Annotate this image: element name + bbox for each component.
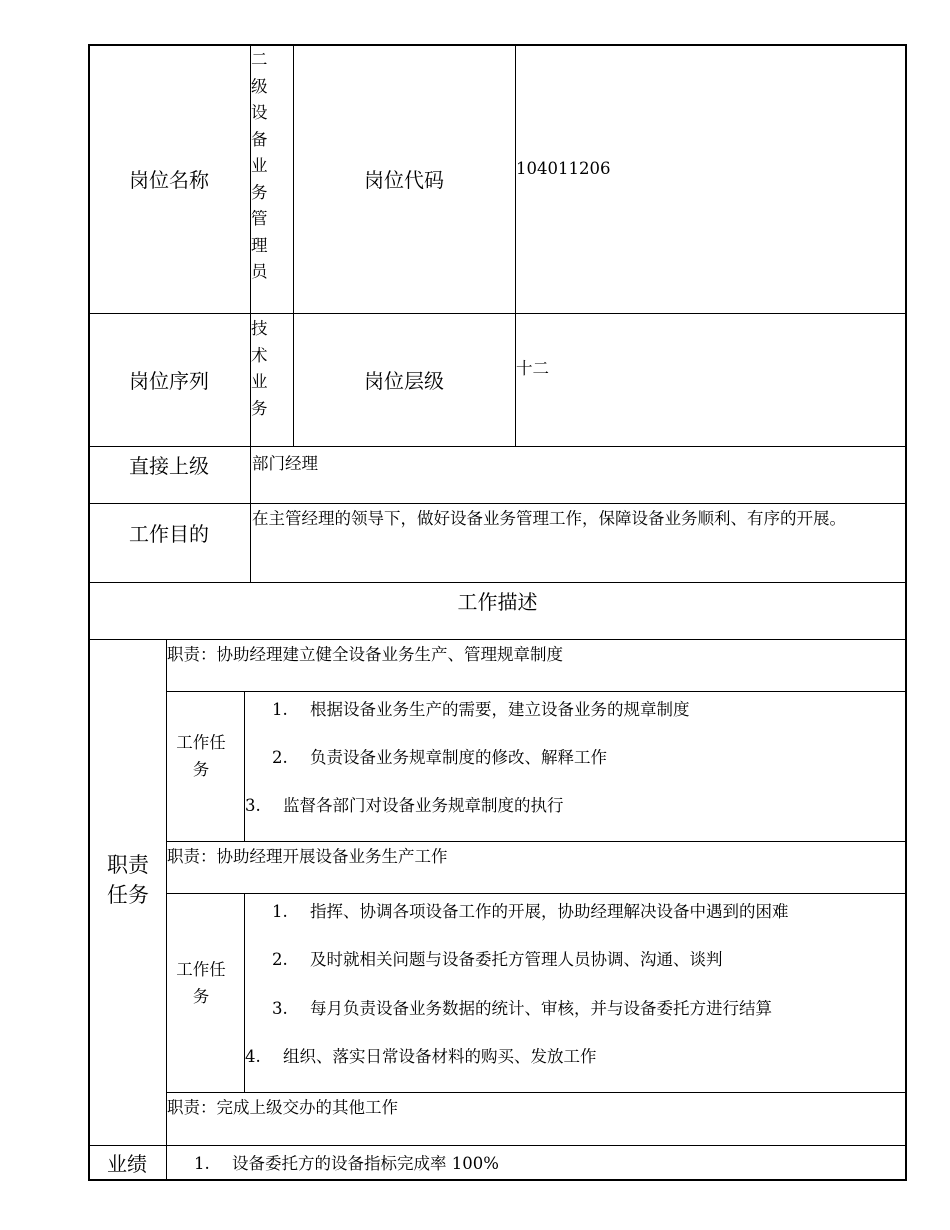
row-divider [166, 1092, 907, 1093]
purpose-label: 工作目的 [129, 521, 209, 546]
row-divider [166, 893, 907, 894]
position-level-label: 岗位层级 [364, 369, 444, 393]
performance-item: 1. 设备委托方的设备指标完成率 100% [194, 1154, 499, 1173]
duty-title: 职责：完成上级交办的其他工作 [167, 1098, 398, 1117]
col-divider [515, 44, 516, 447]
position-name-label: 岗位名称 [129, 168, 209, 192]
position-sequence-value: 技术业务 [251, 319, 268, 418]
task-label: 工作任务 [176, 960, 226, 1006]
purpose-value: 在主管经理的领导下，做好设备业务管理工作，保障设备业务顺利、有序的开展。 [252, 509, 846, 528]
performance-label: 业绩 [107, 1151, 147, 1176]
col-divider [244, 691, 245, 842]
task-item: 1. 根据设备业务生产的需要，建立设备业务的规章制度 [272, 700, 690, 719]
task-item: 3. 监督各部门对设备业务规章制度的执行 [245, 796, 564, 815]
position-level-value: 十二 [516, 359, 549, 378]
task-item: 1. 指挥、协调各项设备工作的开展，协助经理解决设备中遇到的困难 [272, 902, 789, 921]
description-title: 工作描述 [457, 589, 538, 614]
task-item: 2. 及时就相关问题与设备委托方管理人员协调、沟通、谈判 [272, 950, 723, 969]
task-item: 3. 每月负责设备业务数据的统计、审核，并与设备委托方进行结算 [272, 999, 772, 1018]
position-code-value: 104011206 [516, 159, 611, 178]
task-item: 2. 负责设备业务规章制度的修改、解释工作 [272, 748, 607, 767]
task-label: 工作任务 [176, 733, 226, 779]
task-item: 4. 组织、落实日常设备材料的购买、发放工作 [245, 1047, 597, 1066]
duty-title: 职责：协助经理建立健全设备业务生产、管理规章制度 [167, 645, 563, 664]
superior-label: 直接上级 [129, 453, 209, 478]
position-sequence-label: 岗位序列 [129, 369, 209, 393]
row-divider [88, 639, 907, 640]
superior-value: 部门经理 [252, 454, 318, 473]
position-code-label: 岗位代码 [364, 168, 444, 192]
row-divider [166, 841, 907, 842]
duties-label: 职责任务 [107, 853, 149, 907]
row-divider [166, 691, 907, 692]
position-name-value: 二级设备业务管理员 [251, 50, 268, 281]
duty-title: 职责：协助经理开展设备业务生产工作 [167, 847, 448, 866]
row-divider [88, 1145, 907, 1146]
